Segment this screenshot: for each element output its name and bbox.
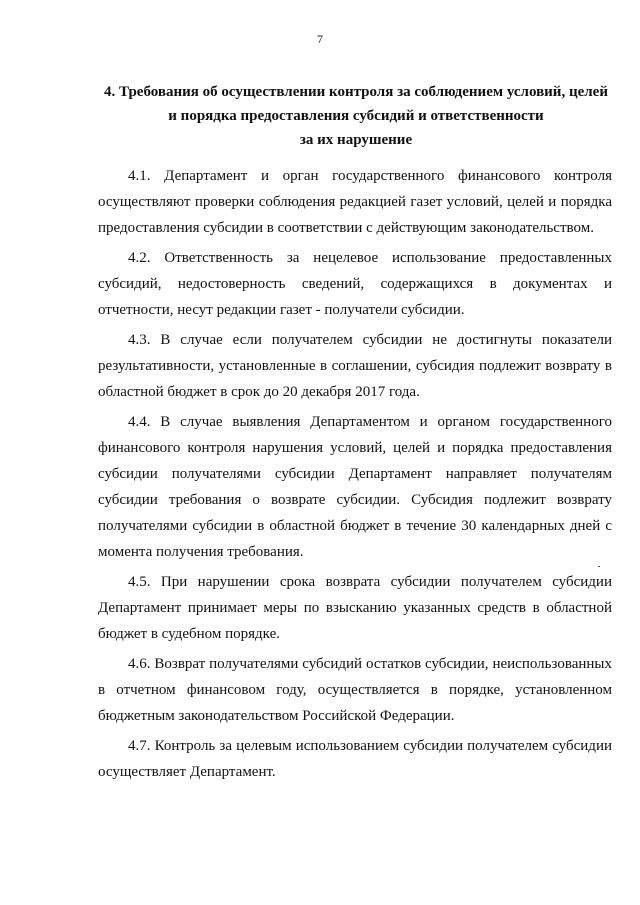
scan-speck [598,566,600,567]
paragraph-4-2: 4.2. Ответственность за нецелевое использование предоставленных субсидий, недостоверность сведений, содержащихся в документах и отчетности, несут редакции газет - получатели субсидии. [98,250,612,318]
section-heading [96,80,616,152]
paragraph-4-4: 4.4. В случае выявления Департаментом и органом государственного финансового контроля нарушения условий, целей и порядка предоставления субсидии получателями субсидии Департамент направляет получателям субсидии требования о возврате субсидии. Субсидия подлежит возврату получателями субсидии в областной бюджет в течение 30 календарных дней с момента получения требования. [98,414,612,560]
paragraph-4-5: 4.5. При нарушении срока возврата субсидии получателем субсидии Департамент принимает меры по взысканию указанных средств в областной бюджет в судебном порядке. [98,574,612,642]
page-number: 7 [317,32,323,46]
heading-line-3: за их нарушение [299,132,413,148]
heading-line-1: 4. Требования об осуществлении контроля за соблюдением условий, целей [104,84,608,100]
paragraph-4-7: 4.7. Контроль за целевым использованием субсидии получателем субсидии осуществляет Департамент. [98,738,612,780]
section-body [98,163,612,789]
paragraph-4-6: 4.6. Возврат получателями субсидий остатков субсидии, неиспользованных в отчетном финансовом году, осуществляется в порядке, установленном бюджетным законодательством Российской Федерации. [98,656,612,724]
paragraph-4-3: 4.3. В случае если получателем субсидии не достигнуты показатели результативности, установленные в соглашении, субсидия подлежит возврату в областной бюджет в срок до 20 декабря 2017 года. [98,332,612,400]
heading-line-2: и порядка предоставления субсидий и ответственности [168,108,544,124]
paragraph-4-1: 4.1. Департамент и орган государственного финансового контроля осуществляют проверки соблюдения редакцией газет условий, целей и порядка предоставления субсидии в соответствии с действующим законодательством. [98,168,612,236]
